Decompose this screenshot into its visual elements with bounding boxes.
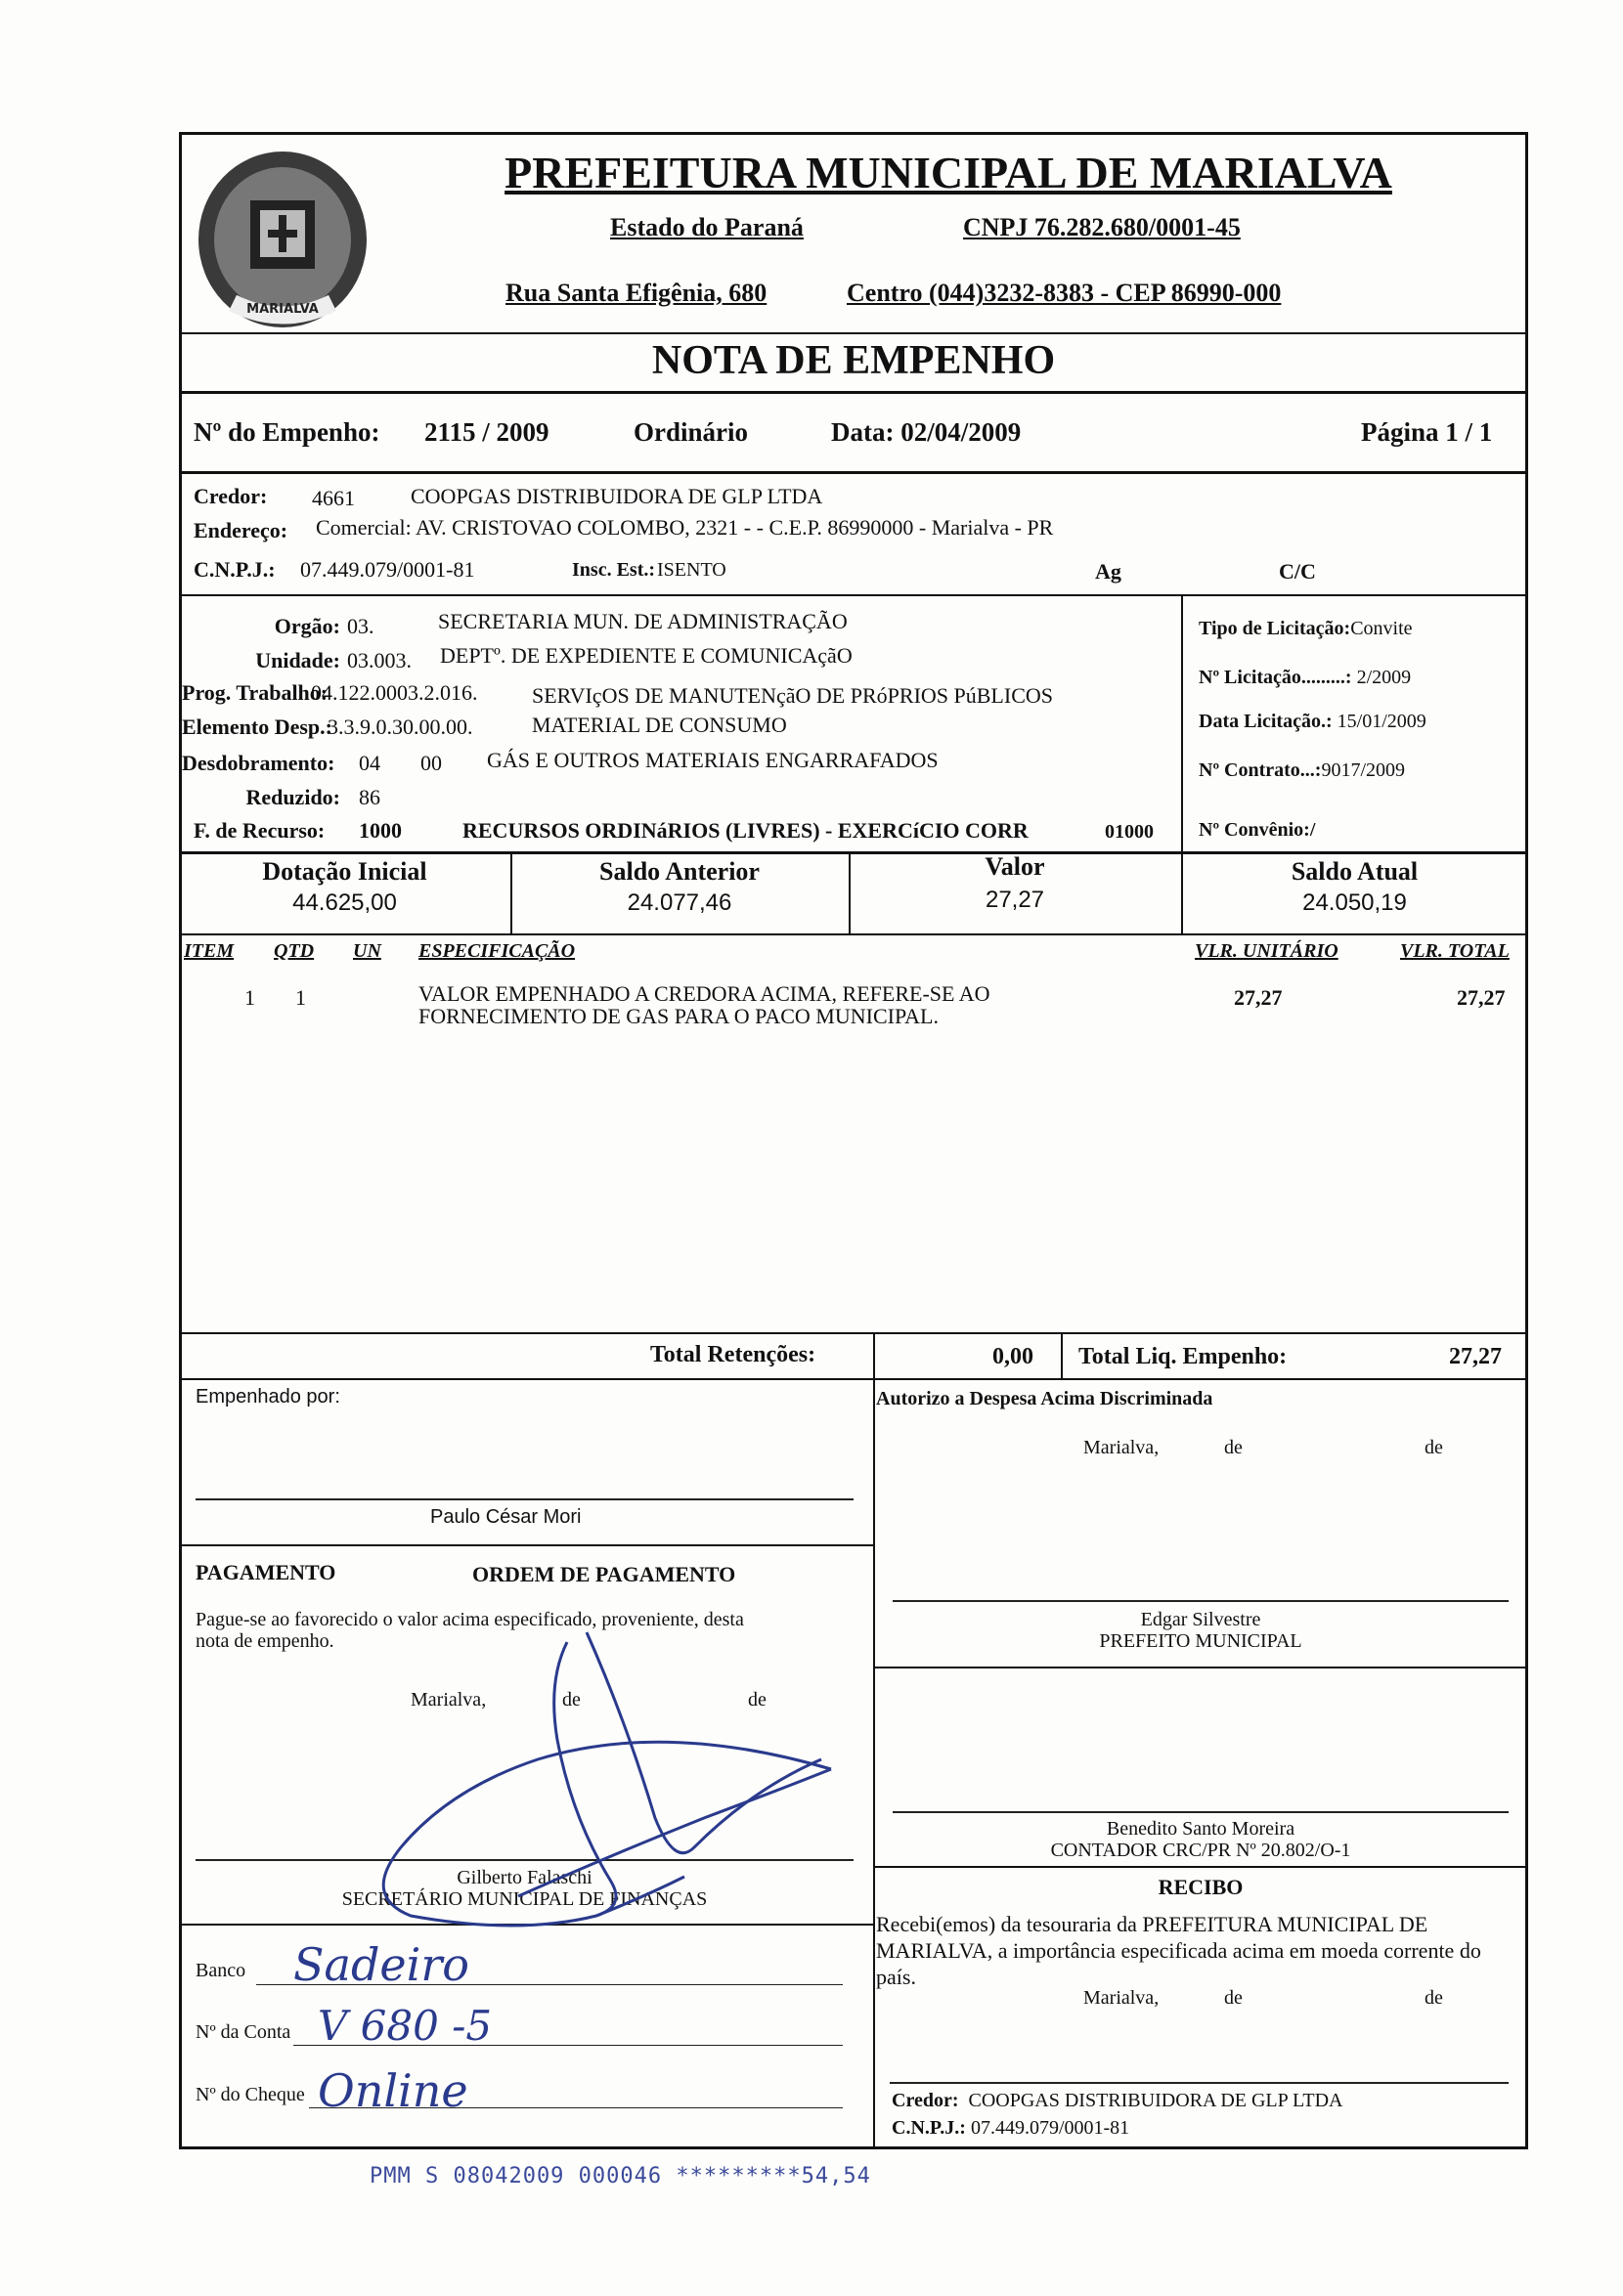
rule (179, 594, 1528, 596)
rule (873, 1332, 875, 2149)
item-number: 1 (244, 985, 255, 1010)
rule (1061, 1332, 1063, 1378)
recibo-text-line-2: MARIALVA, a importância especificada acima em moeda corrente do (876, 1938, 1481, 1963)
pagamento-text-line-2: nota de empenho. (196, 1630, 334, 1652)
liq-empenho-label: Total Liq. Empenho: (1078, 1344, 1288, 1369)
recibo-title: RECIBO (1158, 1875, 1244, 1899)
autorizo-text: Autorizo a Despesa Acima Discriminada (876, 1388, 1213, 1409)
rule (873, 1667, 1528, 1668)
contador-title: CONTADOR CRC/PR Nº 20.802/O-1 (1050, 1840, 1351, 1861)
col-qtd: QTD (274, 940, 315, 962)
valor-value: 27,27 (985, 887, 1045, 913)
credor-label: Credor: (194, 484, 268, 508)
rule (179, 332, 1528, 334)
valor-label: Valor (985, 852, 1045, 881)
prog-label: Prog. Trabalho: (182, 680, 329, 705)
item-spec-line-1: VALOR EMPENHADO A CREDORA ACIMA, REFERE-SE AO (418, 981, 990, 1006)
credor-cnpj: 07.449.079/0001-81 (300, 557, 475, 582)
signature-line (890, 2082, 1509, 2084)
recurso-label: F. de Recurso: (194, 818, 326, 843)
numero-licitacao (1199, 667, 1411, 689)
prog-code: 04.122.0003.2.016. (311, 680, 478, 705)
numero-licitacao-label: Nº Licitação.........: (1199, 667, 1352, 688)
insc-label: Insc. Est.: (572, 559, 656, 581)
orgao-label: Orgão: (274, 614, 340, 638)
rule (873, 1866, 1528, 1868)
elemento-name: MATERIAL DE CONSUMO (532, 713, 787, 737)
recibo-credor-label: Credor: (892, 2090, 959, 2111)
recurso-code: 1000 (359, 818, 402, 843)
address-text: Rua Santa Efigênia, 680 (505, 279, 768, 307)
col-total-value: VLR. TOTAL (1400, 940, 1510, 962)
item-qtd: 1 (295, 985, 306, 1010)
account-label: C/C (1279, 559, 1316, 584)
numero-licitacao-value: 2/2009 (1356, 667, 1412, 688)
recibo-cnpj-value: 07.449.079/0001-81 (970, 2117, 1130, 2139)
liq-empenho-value: 27,27 (1449, 1344, 1502, 1369)
credor-address: Comercial: AV. CRISTOVAO COLOMBO, 2321 - - C.E.P. 86990000 - Marialva - PR (316, 515, 1054, 540)
tipo-licitacao-value: Convite (1350, 618, 1413, 639)
cheque-handwriting: Online (318, 2064, 468, 2117)
page-number: Página 1 / 1 (1361, 417, 1493, 447)
autorizo-de-1: de (1224, 1437, 1243, 1458)
rule (179, 471, 1528, 474)
retencoes-value: 0,00 (992, 1344, 1033, 1369)
saldo-anterior-label: Saldo Anterior (599, 857, 760, 886)
rule (179, 391, 1528, 394)
tipo-licitacao-label: Tipo de Licitação: (1199, 618, 1351, 639)
ordem-pagamento-label: ORDEM DE PAGAMENTO (472, 1562, 736, 1586)
retencoes-label: Total Retenções: (650, 1342, 816, 1367)
saldo-atual-value: 24.050,19 (1302, 889, 1407, 916)
item-spec-line-2: FORNECIMENTO DE GAS PARA O PACO MUNICIPAL. (418, 1004, 939, 1028)
document-title: NOTA DE EMPENHO (651, 338, 1056, 383)
data-licitacao-value: 15/01/2009 (1337, 711, 1426, 732)
banco-label: Banco (196, 1960, 246, 1981)
pagamento-de-2: de (748, 1689, 767, 1711)
reduzido-label: Reduzido: (245, 785, 340, 809)
data-licitacao-label: Data Licitação.: (1199, 711, 1333, 732)
seal-ribbon-text: MARIALVA (246, 302, 319, 317)
reduzido-value: 86 (359, 785, 380, 809)
desdobramento-name: GÁS E OUTROS MATERIAIS ENGARRAFADOS (487, 748, 939, 772)
recibo-de-1: de (1224, 1987, 1243, 2009)
recibo-de-2: de (1425, 1987, 1443, 2009)
data-licitacao (1199, 711, 1426, 733)
pagamento-de-1: de (562, 1689, 581, 1711)
desdobramento-label: Desdobramento: (182, 751, 335, 775)
recibo-text-line-1: Recebi(emos) da tesouraria da PREFEITURA MUNICIPAL DE (876, 1912, 1428, 1936)
recibo-credor (892, 2090, 1343, 2112)
pagamento-local: Marialva, (411, 1689, 487, 1711)
banco-handwriting: Sadeiro (293, 1938, 470, 1991)
prog-name: SERVIçOS DE MANUTENçãO DE PRóPRIOS PúBLICOS (532, 683, 1053, 708)
unidade-label: Unidade: (255, 648, 340, 672)
signature-line (893, 1600, 1509, 1602)
autorizo-local: Marialva, (1083, 1437, 1160, 1458)
credor-insc: ISENTO (657, 559, 726, 581)
prefeito-title: PREFEITO MUNICIPAL (1099, 1630, 1302, 1652)
agency-label: Ag (1095, 559, 1121, 584)
elemento-code: 3.3.9.0.30.00.00. (328, 715, 473, 739)
prefeito-name: Edgar Silvestre (1140, 1609, 1261, 1630)
rule (179, 1544, 873, 1546)
contrato (1199, 759, 1405, 782)
contrato-label: Nº Contrato...: (1199, 759, 1322, 781)
saldo-atual-label: Saldo Atual (1291, 857, 1419, 886)
signature-line (196, 1498, 854, 1500)
col-un: UN (353, 940, 381, 962)
col-spec: ESPECIFICAÇÃO (418, 940, 576, 962)
recibo-text-line-3: país. (876, 1965, 916, 1989)
contact-text: Centro (044)3232-8383 - CEP 86990-000 (847, 279, 1282, 307)
elemento-label: Elemento Desp.: (182, 715, 332, 739)
col-item: ITEM (184, 940, 235, 962)
recurso-name: RECURSOS ORDINáRIOS (LIVRES) - EXERCíCIO CORR (462, 818, 1029, 843)
contrato-value: 9017/2009 (1321, 759, 1406, 781)
pagamento-text-line-1: Pague-se ao favorecido o valor acima especificado, proveniente, desta (196, 1609, 744, 1630)
orgao-name: SECRETARIA MUN. DE ADMINISTRAÇÃO (438, 609, 848, 633)
state-text: Estado do Paraná (610, 213, 804, 241)
handwritten-signature (372, 1623, 860, 1974)
page-title: PREFEITURA MUNICIPAL DE MARIALVA (504, 148, 1392, 197)
cnpj-text: CNPJ 76.282.680/0001-45 (963, 213, 1241, 241)
credor-name: COOPGAS DISTRIBUIDORA DE GLP LTDA (411, 484, 823, 508)
recibo-cnpj-label: C.N.P.J.: (892, 2117, 966, 2139)
bank-stamp: PMM S 08042009 000046 *********54,54 (370, 2164, 871, 2188)
cheque-label: Nº do Cheque (196, 2084, 305, 2105)
unidade-name: DEPTº. DE EXPEDIENTE E COMUNICAçãO (440, 643, 853, 668)
credor-code: 4661 (312, 486, 355, 510)
conta-handwriting: V 680 -5 (318, 2002, 493, 2050)
empenhado-label: Empenhado por: (196, 1386, 340, 1408)
unidade-code: 03.003. (347, 648, 412, 672)
dotacao-value: 44.625,00 (292, 889, 397, 916)
autorizo-de-2: de (1425, 1437, 1443, 1458)
contador-name: Benedito Santo Moreira (1106, 1818, 1295, 1840)
endereco-label: Endereço: (194, 518, 288, 542)
saldo-anterior-value: 24.077,46 (627, 889, 732, 916)
item-total-value: 27,27 (1457, 985, 1506, 1010)
tipo-licitacao (1199, 618, 1413, 640)
desdobramento-code-1: 04 (359, 751, 380, 775)
cnpj-label: C.N.P.J.: (194, 557, 276, 582)
orgao-code: 03. (347, 614, 374, 638)
rule (179, 1332, 1528, 1334)
empenho-number-label: Nº do Empenho: (194, 417, 380, 447)
empenho-date: Data: 02/04/2009 (831, 417, 1022, 447)
empenhado-name: Paulo César Mori (430, 1506, 582, 1528)
convenio-label: Nº Convênio:/ (1199, 819, 1316, 841)
dotacao-label: Dotação Inicial (262, 857, 427, 886)
rule (179, 933, 1528, 935)
recibo-credor-name: COOPGAS DISTRIBUIDORA DE GLP LTDA (968, 2090, 1343, 2111)
col-unit-value: VLR. UNITÁRIO (1195, 940, 1338, 962)
conta-label: Nº da Conta (196, 2021, 291, 2043)
pagamento-label: PAGAMENTO (196, 1560, 336, 1584)
signature-line (893, 1811, 1509, 1813)
recibo-cnpj (892, 2117, 1129, 2140)
secretario-title: SECRETÁRIO MUNICIPAL DE FINANÇAS (341, 1888, 708, 1910)
desdobramento-code-2: 00 (420, 751, 442, 775)
item-unit-value: 27,27 (1234, 985, 1283, 1010)
rule (179, 1378, 1528, 1380)
recibo-local: Marialva, (1083, 1987, 1160, 2009)
empenho-number: 2115 / 2009 (424, 417, 549, 447)
recurso-number: 01000 (1105, 821, 1154, 843)
secretario-name: Gilberto Falaschi (457, 1867, 592, 1888)
empenho-type: Ordinário (634, 417, 749, 447)
